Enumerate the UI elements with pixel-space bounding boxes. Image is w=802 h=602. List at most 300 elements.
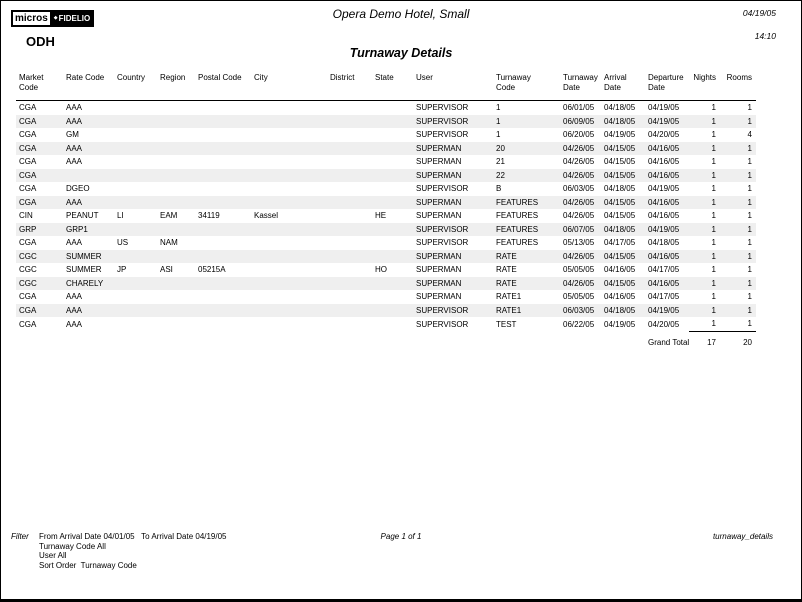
cell-postal-code xyxy=(195,317,251,331)
cell-region xyxy=(157,290,195,304)
cell-state xyxy=(372,236,413,250)
cell-turnaway-date: 04/26/05 xyxy=(563,170,595,180)
cell-country xyxy=(114,101,157,115)
cell-user: SUPERMAN xyxy=(416,157,462,167)
cell-region xyxy=(157,169,195,183)
cell-nights: 1 xyxy=(711,305,716,315)
col-header-country: Country xyxy=(114,72,157,101)
cell-region xyxy=(157,277,195,291)
table-row xyxy=(16,128,756,142)
cell-arrival-date: 04/18/05 xyxy=(604,184,636,194)
filter-label: Filter xyxy=(11,532,29,541)
cell-arrival-date: 04/15/05 xyxy=(604,143,636,153)
cell-arrival-date: 04/15/05 xyxy=(604,170,636,180)
cell-postal-code xyxy=(195,142,251,156)
filter-line: Sort Order Turnaway Code xyxy=(39,560,137,570)
cell-turnaway-code: B xyxy=(496,184,502,194)
cell-state xyxy=(372,196,413,210)
cell-market-code: CGA xyxy=(19,184,37,194)
cell-departure-date: 04/16/05 xyxy=(648,143,680,153)
fidelio-logo-text: FIDELIO xyxy=(58,14,91,23)
cell-state xyxy=(372,250,413,264)
cell-turnaway-code: 20 xyxy=(496,143,505,153)
col-header-state: State xyxy=(372,72,413,101)
table-row xyxy=(16,304,756,318)
cell-arrival-date: 04/18/05 xyxy=(604,224,636,234)
cell-turnaway-code: RATE xyxy=(496,278,517,288)
cell-nights: 1 xyxy=(711,211,716,221)
cell-nights: 1 xyxy=(711,251,716,261)
cell-country xyxy=(114,223,157,237)
cell-rate-code: GRP1 xyxy=(66,224,88,234)
cell-district xyxy=(327,317,372,331)
cell-rooms: 1 xyxy=(747,184,752,194)
cell-rooms: 1 xyxy=(747,197,752,207)
cell-rooms: 1 xyxy=(747,251,752,261)
property-code: ODH xyxy=(26,34,55,49)
cell-region xyxy=(157,182,195,196)
cell-user: SUPERMAN xyxy=(416,170,462,180)
cell-rooms: 4 xyxy=(747,130,752,140)
col-header-district: District xyxy=(327,72,372,101)
cell-state xyxy=(372,304,413,318)
report-date: 04/19/05 xyxy=(742,8,776,18)
cell-city xyxy=(251,101,327,115)
cell-departure-date: 04/16/05 xyxy=(648,278,680,288)
cell-state xyxy=(372,142,413,156)
cell-departure-date: 04/20/05 xyxy=(648,319,680,329)
cell-nights: 1 xyxy=(711,130,716,140)
cell-city xyxy=(251,169,327,183)
cell-postal-code xyxy=(195,169,251,183)
filter-line: User All xyxy=(39,551,67,560)
cell-arrival-date: 04/16/05 xyxy=(604,292,636,302)
cell-departure-date: 04/17/05 xyxy=(648,292,680,302)
cell-market-code: CGA xyxy=(19,103,37,113)
cell-arrival-date: 04/19/05 xyxy=(604,319,636,329)
cell-turnaway-code: FEATURES xyxy=(496,238,539,248)
cell-departure-date: 04/19/05 xyxy=(648,116,680,126)
table-row xyxy=(16,263,756,277)
cell-postal-code xyxy=(195,155,251,169)
table-header-row xyxy=(16,72,756,101)
cell-user: SUPERVISOR xyxy=(416,184,469,194)
cell-user: SUPERVISOR xyxy=(416,319,469,329)
cell-district xyxy=(327,250,372,264)
col-header-rate-code: Rate Code xyxy=(63,72,114,101)
cell-market-code: CGA xyxy=(19,130,37,140)
cell-arrival-date: 04/18/05 xyxy=(604,305,636,315)
cell-departure-date: 04/16/05 xyxy=(648,251,680,261)
cell-turnaway-date: 04/26/05 xyxy=(563,157,595,167)
cell-rate-code: CHARELY xyxy=(66,278,104,288)
cell-postal-code: 34119 xyxy=(198,211,220,221)
cell-region xyxy=(157,155,195,169)
cell-country xyxy=(114,142,157,156)
cell-country xyxy=(114,128,157,142)
cell-market-code: CGA xyxy=(19,319,37,329)
cell-region xyxy=(157,250,195,264)
cell-user: SUPERVISOR xyxy=(416,130,469,140)
col-header-turnaway-code: Turnaway Code xyxy=(493,72,560,101)
cell-turnaway-date: 05/05/05 xyxy=(563,292,595,302)
cell-district xyxy=(327,277,372,291)
cell-turnaway-date: 06/03/05 xyxy=(563,305,595,315)
col-header-rooms: Rooms xyxy=(720,72,756,101)
cell-nights: 1 xyxy=(711,265,716,275)
cell-state xyxy=(372,115,413,129)
cell-city xyxy=(251,142,327,156)
cell-city xyxy=(251,236,327,250)
cell-country xyxy=(114,115,157,129)
cell-country xyxy=(114,182,157,196)
table-row xyxy=(16,169,756,183)
cell-country xyxy=(114,196,157,210)
cell-region: EAM xyxy=(160,211,178,221)
report-time: 14:10 xyxy=(754,31,776,41)
cell-turnaway-date: 06/20/05 xyxy=(563,130,595,140)
cell-market-code: CGA xyxy=(19,116,37,126)
cell-nights: 1 xyxy=(711,116,716,126)
cell-rooms: 1 xyxy=(747,157,752,167)
cell-nights: 1 xyxy=(711,103,716,113)
cell-district xyxy=(327,209,372,223)
cell-departure-date: 04/20/05 xyxy=(648,130,680,140)
cell-market-code: GRP xyxy=(19,224,37,234)
cell-user: SUPERVISOR xyxy=(416,224,469,234)
filter-line: From Arrival Date 04/01/05 To Arrival Date 04/19/05 xyxy=(39,532,227,541)
cell-region: ASI xyxy=(160,265,173,275)
table-row xyxy=(16,209,756,223)
cell-district xyxy=(327,128,372,142)
cell-arrival-date: 04/18/05 xyxy=(604,103,636,113)
cell-turnaway-date: 06/03/05 xyxy=(563,184,595,194)
cell-rate-code: AAA xyxy=(66,238,83,248)
cell-market-code: CGA xyxy=(19,292,37,302)
cell-user: SUPERVISOR xyxy=(416,116,469,126)
cell-city xyxy=(251,155,327,169)
cell-country xyxy=(114,290,157,304)
cell-country xyxy=(114,317,157,331)
cell-district xyxy=(327,115,372,129)
cell-postal-code xyxy=(195,115,251,129)
table-row xyxy=(16,277,756,291)
cell-turnaway-code: RATE xyxy=(496,251,517,261)
cell-turnaway-code: FEATURES xyxy=(496,224,539,234)
table-row xyxy=(16,250,756,264)
cell-region xyxy=(157,317,195,331)
col-header-region: Region xyxy=(157,72,195,101)
cell-region xyxy=(157,196,195,210)
cell-user: SUPERMAN xyxy=(416,278,462,288)
cell-state: HE xyxy=(375,211,387,221)
cell-arrival-date: 04/15/05 xyxy=(604,211,636,221)
filter-line: Turnaway Code All xyxy=(39,541,106,551)
logo-diamond-icon: ◆ xyxy=(53,15,58,21)
cell-turnaway-date: 04/26/05 xyxy=(563,197,595,207)
table-row xyxy=(16,223,756,237)
cell-city: Kassel xyxy=(254,211,279,221)
cell-nights: 1 xyxy=(711,278,716,288)
cell-nights: 1 xyxy=(711,157,716,167)
cell-state: HO xyxy=(375,265,387,275)
cell-nights: 1 xyxy=(711,170,716,180)
cell-city xyxy=(251,290,327,304)
cell-district xyxy=(327,236,372,250)
cell-departure-date: 04/19/05 xyxy=(648,103,680,113)
cell-nights: 1 xyxy=(711,143,716,153)
cell-user: SUPERMAN xyxy=(416,292,462,302)
cell-turnaway-date: 06/01/05 xyxy=(563,103,595,113)
cell-arrival-date: 04/15/05 xyxy=(604,157,636,167)
grand-total-label: Grand Total xyxy=(648,337,689,347)
cell-turnaway-code: FEATURES xyxy=(496,197,539,207)
page-number: Page 1 of 1 xyxy=(380,532,422,541)
cell-state xyxy=(372,290,413,304)
cell-turnaway-date: 05/13/05 xyxy=(563,238,595,248)
cell-city xyxy=(251,182,327,196)
hotel-name: Opera Demo Hotel, Small xyxy=(332,7,470,21)
cell-turnaway-code: 22 xyxy=(496,170,505,180)
table-row xyxy=(16,182,756,196)
cell-rate-code: GM xyxy=(66,130,79,140)
cell-rooms: 1 xyxy=(747,238,752,248)
cell-market-code: CGC xyxy=(19,265,37,275)
cell-user: SUPERMAN xyxy=(416,265,462,275)
cell-region xyxy=(157,142,195,156)
cell-country: LI xyxy=(117,211,124,221)
cell-rooms: 1 xyxy=(747,143,752,153)
cell-nights: 1 xyxy=(711,184,716,194)
cell-region xyxy=(157,128,195,142)
cell-user: SUPERMAN xyxy=(416,197,462,207)
cell-turnaway-date: 04/26/05 xyxy=(563,278,595,288)
cell-user: SUPERMAN xyxy=(416,251,462,261)
cell-district xyxy=(327,182,372,196)
cell-postal-code xyxy=(195,277,251,291)
col-header-user: User xyxy=(413,72,493,101)
cell-departure-date: 04/16/05 xyxy=(648,197,680,207)
cell-turnaway-code: 1 xyxy=(496,130,501,140)
table-row xyxy=(16,101,756,115)
cell-turnaway-code: 1 xyxy=(496,103,501,113)
cell-rooms: 1 xyxy=(747,170,752,180)
cell-turnaway-code: FEATURES xyxy=(496,211,539,221)
grand-total-row xyxy=(16,331,756,349)
cell-nights: 1 xyxy=(711,224,716,234)
cell-rate-code: SUMMER xyxy=(66,251,102,261)
table-row xyxy=(16,142,756,156)
cell-country xyxy=(114,155,157,169)
cell-state xyxy=(372,182,413,196)
table-row xyxy=(16,155,756,169)
cell-district xyxy=(327,304,372,318)
cell-region xyxy=(157,115,195,129)
cell-turnaway-date: 06/07/05 xyxy=(563,224,595,234)
cell-arrival-date: 04/16/05 xyxy=(604,265,636,275)
cell-country xyxy=(114,250,157,264)
cell-rate-code: SUMMER xyxy=(66,265,102,275)
cell-city xyxy=(251,196,327,210)
cell-turnaway-date: 04/26/05 xyxy=(563,211,595,221)
cell-rooms: 1 xyxy=(747,224,752,234)
cell-departure-date: 04/19/05 xyxy=(648,184,680,194)
cell-rate-code: DGEO xyxy=(66,184,90,194)
cell-postal-code xyxy=(195,304,251,318)
cell-user: SUPERMAN xyxy=(416,211,462,221)
cell-country xyxy=(114,304,157,318)
cell-departure-date: 04/16/05 xyxy=(648,157,680,167)
col-header-postal-code: Postal Code xyxy=(195,72,251,101)
cell-turnaway-date: 04/26/05 xyxy=(563,251,595,261)
cell-country xyxy=(114,169,157,183)
col-header-city: City xyxy=(251,72,327,101)
cell-turnaway-code: RATE1 xyxy=(496,292,522,302)
grand-total-spacer xyxy=(16,331,645,349)
cell-city xyxy=(251,317,327,331)
cell-city xyxy=(251,277,327,291)
turnaway-table xyxy=(16,72,756,349)
cell-region xyxy=(157,223,195,237)
report-file-name: turnaway_details xyxy=(712,532,773,541)
cell-region xyxy=(157,304,195,318)
cell-rooms: 1 xyxy=(747,211,752,221)
cell-rate-code: AAA xyxy=(66,116,83,126)
cell-user: SUPERMAN xyxy=(416,143,462,153)
col-header-departure-date: Departure Date xyxy=(645,72,689,101)
table-row xyxy=(16,317,756,331)
cell-postal-code xyxy=(195,290,251,304)
cell-rate-code: AAA xyxy=(66,143,83,153)
col-header-market-code: Market Code xyxy=(16,72,63,101)
cell-arrival-date: 04/15/05 xyxy=(604,197,636,207)
cell-nights: 1 xyxy=(711,197,716,207)
cell-arrival-date: 04/15/05 xyxy=(604,278,636,288)
cell-district xyxy=(327,290,372,304)
cell-region: NAM xyxy=(160,238,178,248)
cell-city xyxy=(251,263,327,277)
cell-market-code: CGA xyxy=(19,170,37,180)
cell-rate-code: PEANUT xyxy=(66,211,99,221)
table-row xyxy=(16,236,756,250)
table-row xyxy=(16,196,756,210)
cell-postal-code xyxy=(195,196,251,210)
cell-nights: 1 xyxy=(711,319,716,329)
page-title: Turnaway Details xyxy=(349,46,453,60)
cell-market-code: CGC xyxy=(19,251,37,261)
cell-rooms: 1 xyxy=(747,265,752,275)
cell-user: SUPERVISOR xyxy=(416,238,469,248)
cell-state xyxy=(372,277,413,291)
cell-city xyxy=(251,250,327,264)
cell-departure-date: 04/19/05 xyxy=(648,224,680,234)
cell-market-code: CGA xyxy=(19,143,37,153)
cell-turnaway-date: 05/05/05 xyxy=(563,265,595,275)
cell-state xyxy=(372,317,413,331)
cell-market-code: CIN xyxy=(19,211,33,221)
cell-departure-date: 04/16/05 xyxy=(648,211,680,221)
cell-rate-code: AAA xyxy=(66,157,83,167)
cell-rate-code: AAA xyxy=(66,103,83,113)
cell-city xyxy=(251,128,327,142)
cell-rooms: 1 xyxy=(747,103,752,113)
cell-district xyxy=(327,263,372,277)
cell-turnaway-code: 21 xyxy=(496,157,505,167)
cell-country: US xyxy=(117,238,129,248)
cell-market-code: CGA xyxy=(19,238,37,248)
cell-nights: 1 xyxy=(711,238,716,248)
cell-city xyxy=(251,115,327,129)
cell-turnaway-date: 06/09/05 xyxy=(563,116,595,126)
cell-postal-code xyxy=(195,223,251,237)
cell-departure-date: 04/16/05 xyxy=(648,170,680,180)
cell-rate-code: AAA xyxy=(66,197,83,207)
cell-district xyxy=(327,101,372,115)
col-header-nights: Nights xyxy=(689,72,720,101)
cell-arrival-date: 04/17/05 xyxy=(604,238,636,248)
cell-arrival-date: 04/18/05 xyxy=(604,116,636,126)
cell-district xyxy=(327,155,372,169)
cell-rate-code: AAA xyxy=(66,305,83,315)
col-header-arrival-date: Arrival Date xyxy=(601,72,645,101)
cell-rooms: 1 xyxy=(747,116,752,126)
cell-market-code: CGA xyxy=(19,157,37,167)
cell-turnaway-code: RATE xyxy=(496,265,517,275)
cell-state xyxy=(372,101,413,115)
cell-rooms: 1 xyxy=(747,292,752,302)
cell-state xyxy=(372,128,413,142)
cell-country: JP xyxy=(117,265,127,275)
cell-turnaway-date: 04/26/05 xyxy=(563,143,595,153)
cell-arrival-date: 04/19/05 xyxy=(604,130,636,140)
cell-rate-code: AAA xyxy=(66,292,83,302)
cell-state xyxy=(372,223,413,237)
table-row xyxy=(16,115,756,129)
cell-turnaway-code: TEST xyxy=(496,319,517,329)
cell-state xyxy=(372,155,413,169)
cell-market-code: CGC xyxy=(19,278,37,288)
grand-total-rooms: 20 xyxy=(720,331,756,349)
cell-district xyxy=(327,223,372,237)
cell-arrival-date: 04/15/05 xyxy=(604,251,636,261)
cell-city xyxy=(251,223,327,237)
cell-postal-code xyxy=(195,182,251,196)
cell-turnaway-date: 06/22/05 xyxy=(563,319,595,329)
cell-state xyxy=(372,169,413,183)
cell-departure-date: 04/17/05 xyxy=(648,265,680,275)
cell-postal-code: 05215A xyxy=(198,265,226,275)
col-header-turnaway-date: Turnaway Date xyxy=(560,72,601,101)
cell-user: SUPERVISOR xyxy=(416,305,469,315)
cell-departure-date: 04/18/05 xyxy=(648,238,680,248)
cell-district xyxy=(327,169,372,183)
cell-postal-code xyxy=(195,128,251,142)
cell-nights: 1 xyxy=(711,292,716,302)
cell-user: SUPERVISOR xyxy=(416,103,469,113)
cell-rate-code xyxy=(63,169,114,183)
cell-turnaway-code: RATE1 xyxy=(496,305,522,315)
cell-district xyxy=(327,142,372,156)
cell-rooms: 1 xyxy=(747,305,752,315)
cell-postal-code xyxy=(195,236,251,250)
cell-postal-code xyxy=(195,101,251,115)
table-row xyxy=(16,290,756,304)
cell-turnaway-code: 1 xyxy=(496,116,501,126)
cell-rate-code: AAA xyxy=(66,319,83,329)
cell-country xyxy=(114,277,157,291)
grand-total-nights: 17 xyxy=(689,331,720,349)
cell-district xyxy=(327,196,372,210)
